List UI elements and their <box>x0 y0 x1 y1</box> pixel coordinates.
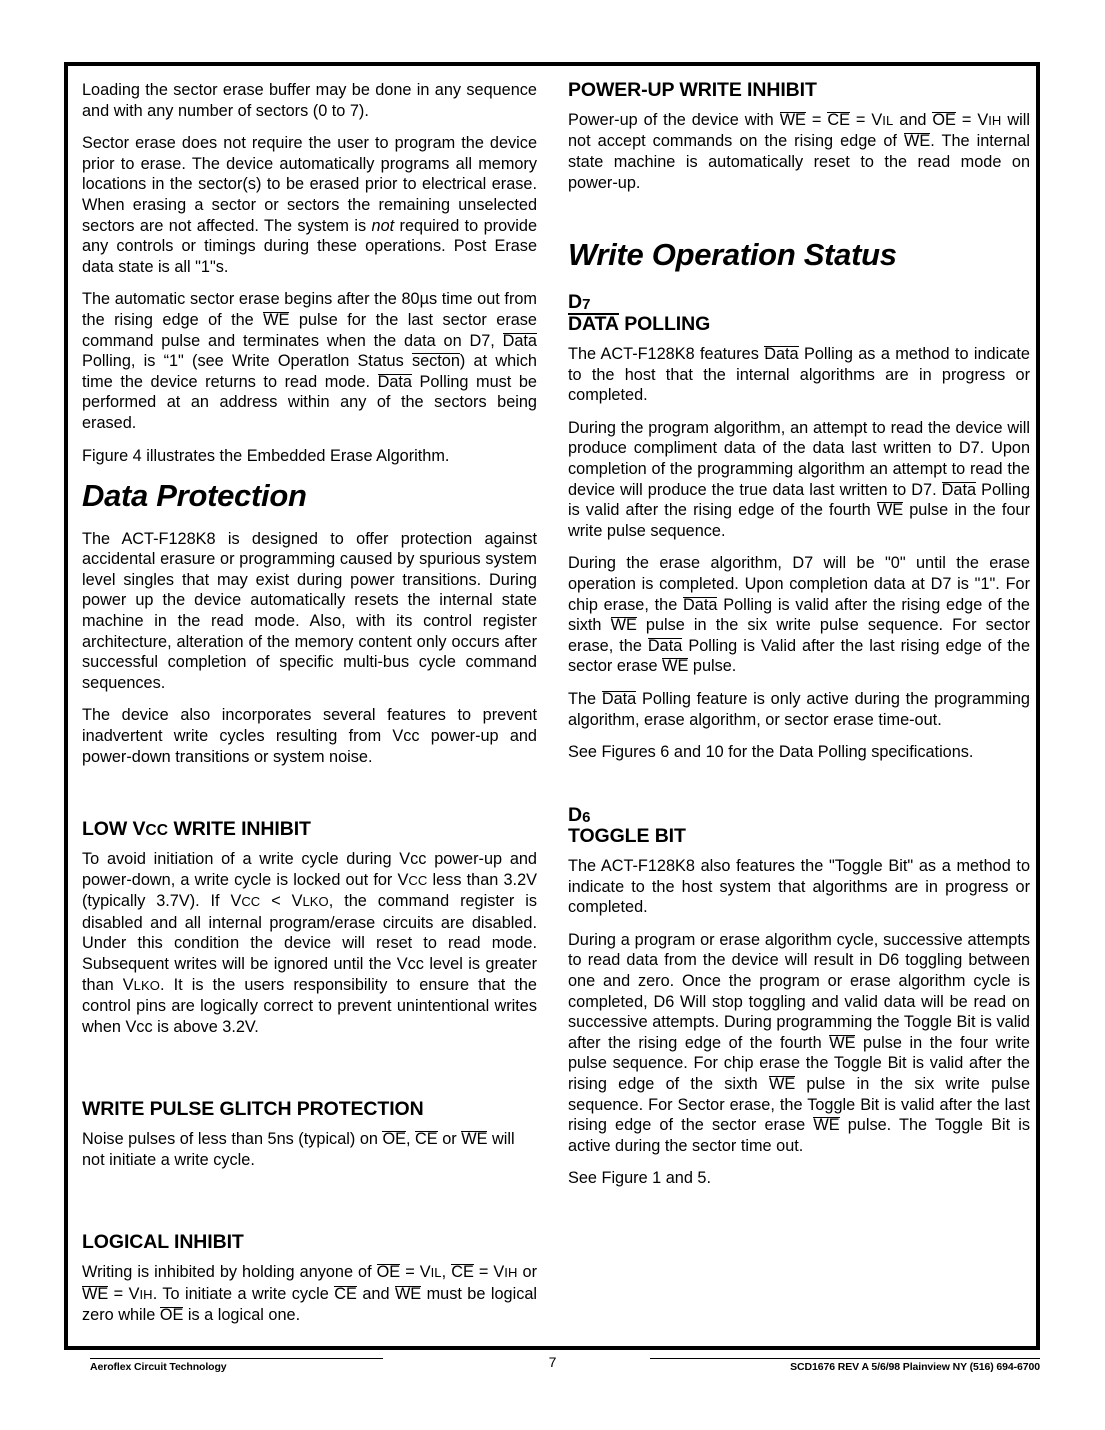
overline-we: WE <box>779 110 806 129</box>
overline-ce: CE <box>451 1263 474 1282</box>
heading-low-vcc-write-inhibit <box>82 819 537 841</box>
overline-oe: OE <box>159 1306 184 1325</box>
heading-write-operation-status: Write Operation Status <box>568 237 897 273</box>
text: The automatic sector erase begins after the 80µs time out from the rising edge of the <box>82 290 537 329</box>
paragraph-see-figures-6-10 <box>568 742 1030 763</box>
text: Polling as a method to indicate to the host that the internal algorithms are in progress or completed. <box>568 345 1030 405</box>
text: pulse. <box>688 657 737 676</box>
paragraph-see-figure-1-5 <box>568 1168 1030 1189</box>
paragraph-automatic-sector-erase <box>82 289 537 433</box>
text: D <box>568 803 583 826</box>
text: pulse for the last sector erase command pulse and terminates when the data on D7, <box>82 310 537 350</box>
overline-we: WE <box>768 1074 796 1093</box>
smallcaps-ih: IH <box>504 1265 518 1281</box>
left-column <box>82 80 537 1338</box>
overline-ce: CE <box>415 1130 438 1149</box>
text: ) at which time the device returns to read mode. <box>82 352 537 391</box>
overline-data: Data <box>941 480 977 499</box>
text: . It is the users responsibility to ensure that the control pins are logically correct to prevent unintentional writes when Vcc is above 3.2V. <box>82 975 537 1036</box>
smallcaps-cc: CC <box>145 822 169 840</box>
right-column <box>568 80 1030 1338</box>
text: To avoid initiation of a write cycle during Vcc power-up and power-down, a write cycle is locked out for V <box>82 850 537 889</box>
paragraph-noise-pulses <box>82 1129 537 1170</box>
smallcaps-il: IL <box>430 1265 442 1281</box>
text: The ACT-F128K8 features <box>568 345 765 364</box>
text: pulse in the four write pulse sequence. <box>568 501 1030 540</box>
text: Polling must be performed at an address within any of the sectors being erased. <box>82 372 537 432</box>
overline-we: WE <box>610 616 637 635</box>
overline-ce: CE <box>334 1284 357 1303</box>
text: See Figure 1 and 5. <box>568 1169 712 1188</box>
overline-data: Data <box>377 372 412 391</box>
text: Polling is Valid after the last rising edge of the sector erase <box>568 636 1030 676</box>
overline-data: DATA <box>568 313 619 336</box>
overline-we: WE <box>263 310 290 329</box>
overline-we: WE <box>829 1033 856 1052</box>
text: Writing is inhibited by holding anyone of <box>82 1263 377 1282</box>
text: Power-up of the device with <box>568 110 780 129</box>
text: or <box>437 1130 462 1149</box>
text: WRITE INHIBIT <box>168 818 311 841</box>
subscript-7: 7 <box>582 295 591 313</box>
text: or <box>517 1263 537 1282</box>
text: Polling, is “1" (see Write Operatlon Status <box>82 352 412 371</box>
heading-power-up-write-inhibit: POWER-UP WRITE INHIBIT <box>568 79 817 101</box>
paragraph-erase-algorithm <box>568 553 1030 677</box>
paragraph-data-polling-active <box>568 689 1030 730</box>
overline-oe: OE <box>932 110 956 129</box>
text: . The internal state machine is automatically reset to the read mode on power-up. <box>568 132 1030 192</box>
text: During a program or erase algorithm cycle, successive attempts to read data from the device will result in D6 toggling between one and zero. Once the program or erase algorithm cycle is completed, D6 Will stop toggling and valid data will be read on successive attempts. During programming the Toggle Bit is valid after the rising edge of the fourth <box>568 930 1030 1052</box>
paragraph-program-algorithm <box>568 418 1030 542</box>
heading-toggle-bit: TOGGLE BIT <box>568 825 686 848</box>
text: The ACT-F128K8 is designed to offer protection against accidental erasure or programming caused by spurious system level singles that may exist during power transitions. During power up the device automatically resets the internal state machine in the read mode. Also, with its control register architecture, alteration of the memory content only occurs after successful completion of specific multi-bus cycle command sequences. <box>82 529 537 692</box>
text: pulse in the six write pulse sequence. For sector erase, the <box>568 616 1030 655</box>
paragraph-figure4 <box>82 446 537 467</box>
text: Noise pulses of less than 5ns (typical) on <box>82 1130 383 1149</box>
heading-logical-inhibit: LOGICAL INHIBIT <box>82 1231 244 1254</box>
overline-we: WE <box>461 1130 488 1149</box>
paragraph-loading-sector-erase-buffer <box>82 80 537 121</box>
overline-we: WE <box>904 132 931 151</box>
label-d7 <box>568 292 1030 312</box>
text: , <box>441 1263 452 1282</box>
text: During the erase algorithm, D7 will be "0" until the erase operation is completed. Upon completion data at D7 is "1". For chip erase, the <box>568 554 1030 614</box>
heading-data-protection: Data Protection <box>82 478 307 514</box>
text: < V <box>260 892 303 911</box>
overline-data: Data <box>647 636 683 655</box>
paragraph-data-polling-intro <box>568 344 1030 406</box>
paragraph-toggle-bit-detail <box>568 930 1030 1157</box>
text: . To initiate a write cycle <box>152 1284 335 1303</box>
text: Sector erase does not require the user to program the device prior to erase. The device automatically programs all memory locations in the sector(s) to be erased prior to electrical erase. When erasing a sector or sectors the remaining unselected sectors are not affected. The system is <box>82 134 537 235</box>
overline-secton: secton <box>411 352 460 371</box>
text: LOW V <box>82 818 146 841</box>
overline-data: Data <box>764 345 799 364</box>
paragraph-inadvertent-write-cycles <box>82 705 537 767</box>
overline-we: WE <box>813 1116 840 1135</box>
footer-company: Aeroflex Circuit Technology <box>90 1358 383 1373</box>
text: will not accept commands on the rising edge of <box>568 110 1030 151</box>
text: The device also incorporates several features to prevent inadvertent write cycles resulting from Vcc power-up and power-down transitions or system noise. <box>82 706 537 766</box>
italic-not: not <box>371 216 395 235</box>
page-content <box>82 80 1038 1338</box>
overline-oe: OE <box>382 1130 406 1149</box>
overline-we: WE <box>662 657 689 676</box>
text: D <box>568 290 583 313</box>
text: = <box>805 110 828 129</box>
paragraph-power-up-body <box>568 110 1030 193</box>
paragraph-toggle-bit-intro <box>568 856 1030 918</box>
overline-data: Data <box>601 689 637 708</box>
overline-we: WE <box>82 1284 109 1303</box>
text: = V <box>473 1263 505 1282</box>
text: = V <box>400 1263 431 1282</box>
text: During the program algorithm, an attempt to read the device will produce compliment data of the data last written to D7. Upon completion of the programming algorithm an attempt to read the device will produce the true data last written to D7. <box>568 418 1030 499</box>
text: The ACT-F128K8 also features the "Toggle Bit" as a method to indicate to the host system that algorithms are in progress or completed. <box>568 857 1030 917</box>
paragraph-logical-inhibit-body <box>82 1262 537 1326</box>
text: = V <box>955 110 989 129</box>
text: pulse in the six write pulse sequence. For Sector erase, the Toggle Bit is valid after the last rising edge of the sector erase <box>568 1074 1030 1135</box>
text: pulse. The Toggle Bit is active during the sector time out. <box>568 1116 1031 1155</box>
text: = V <box>108 1284 140 1303</box>
text: Loading the sector erase buffer may be done in any sequence and with any number of sectors (0 to 7). <box>82 81 537 120</box>
text: required to provide any controls or timings during these operations. Post Erase data state is all "1"s. <box>82 216 537 276</box>
overline-we: WE <box>876 501 904 520</box>
footer-page-number: 7 <box>548 1354 557 1370</box>
smallcaps-ih: IH <box>988 112 1002 128</box>
text: and <box>356 1284 395 1303</box>
text: will not initiate a write cycle. <box>82 1130 515 1169</box>
text: , <box>405 1130 416 1149</box>
paragraph-low-vcc-body <box>82 849 537 1037</box>
smallcaps-lko: LKO <box>302 894 329 910</box>
text: is a logical one. <box>183 1306 301 1325</box>
overline-ce: CE <box>827 110 850 129</box>
label-d6 <box>568 805 1030 825</box>
subscript-6: 6 <box>582 808 591 826</box>
text: Polling is valid after the rising edge of the sixth <box>568 595 1030 635</box>
text: , the command register is disabled and all internal program/erase circuits are disabled. Under this condition the device will reset to read mode. Subsequent writes will be ignored until the Vcc level is greater than V <box>82 892 537 994</box>
text: and <box>893 110 933 129</box>
text: must be logical zero while <box>82 1284 538 1325</box>
text: pulse in the four write pulse sequence. For chip erase the Toggle Bit is valid after the rising edge of the sixth <box>568 1033 1030 1093</box>
smallcaps-cc: CC <box>241 894 261 910</box>
page-footer <box>0 1352 1105 1392</box>
smallcaps-ih: IH <box>139 1286 153 1302</box>
overline-oe: OE <box>376 1263 401 1282</box>
smallcaps-cc: CC <box>408 872 428 888</box>
footer-doc-reference: SCD1676 REV A 5/6/98 Plainview NY (516) 694-6700 <box>650 1358 1040 1373</box>
text: = V <box>849 110 883 129</box>
text: Polling is valid after the rising edge of the fourth <box>568 480 1030 520</box>
paragraph-protection-overview <box>82 529 537 694</box>
heading-data-polling <box>568 313 1030 336</box>
text: POLLING <box>618 313 711 336</box>
overline-data: Data <box>502 331 537 350</box>
paragraph-sector-erase <box>82 133 537 277</box>
overline-data: Data <box>683 595 718 614</box>
text: Figure 4 illustrates the Embedded Erase Algorithm. <box>82 446 450 465</box>
text: Polling feature is only active during the programming algorithm, erase algorithm, or sector erase time-out. <box>568 689 1030 729</box>
smallcaps-lko: LKO <box>133 977 161 993</box>
text: See Figures 6 and 10 for the Data Polling specifications. <box>568 743 974 762</box>
smallcaps-il: IL <box>882 112 894 128</box>
overline-we: WE <box>394 1284 422 1303</box>
text: less than 3.2V (typically 3.7V). If V <box>82 870 537 911</box>
heading-write-pulse-glitch-protection: WRITE PULSE GLITCH PROTECTION <box>82 1098 424 1121</box>
text: The <box>568 689 602 708</box>
